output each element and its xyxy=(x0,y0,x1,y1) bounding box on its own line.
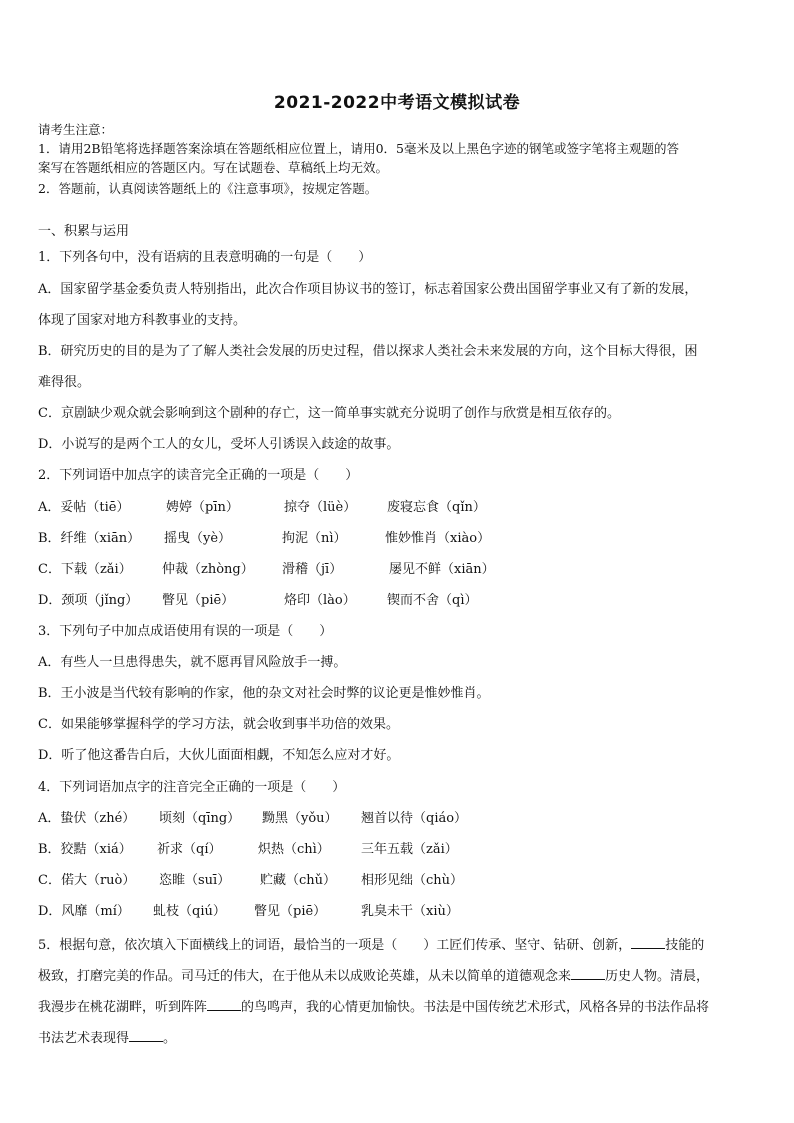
option-word: C．偌大（ruò） xyxy=(38,873,136,888)
option-word: 虬枝（qiú） xyxy=(153,904,226,919)
option-word: 掠夺（lüè） xyxy=(284,500,357,515)
section-heading: 一、积累与运用 xyxy=(38,224,130,239)
option-word: D．风靡（mí） xyxy=(38,904,130,919)
question-4-stem: 4．下列词语加点字的注音完全正确的一项是（ ） xyxy=(38,780,346,795)
option-word: B．纤维（xiān） xyxy=(38,531,141,546)
question-5-line-3 xyxy=(38,998,764,1016)
question-5-line-2 xyxy=(38,967,764,985)
notice-item-1-line-1: 1．请用2B铅笔将选择题答案涂填在答题纸相应位置上，请用0．5毫米及以上黑色字迹的钢笔或签字笔将主观题的答 xyxy=(38,141,679,156)
question-5-text: 极致，打磨完美的作品。司马迁的伟大，在于他从未以成败论英雄，从未以简单的道德观念来 xyxy=(38,969,572,984)
notice-heading: 请考生注意： xyxy=(38,122,114,137)
question-1-stem: 1．下列各句中，没有语病的且表意明确的一句是（ ） xyxy=(38,250,372,265)
option-word: 拘泥（nì） xyxy=(282,531,347,546)
option-word: 相形见绌（chù） xyxy=(361,873,464,888)
question-3-option-c: C．如果能够掌握科学的学习方法，就会收到事半功倍的效果。 xyxy=(38,717,399,732)
question-5-text: 。 xyxy=(163,1031,177,1046)
option-word: 恣睢（suī） xyxy=(159,873,231,888)
answer-blank xyxy=(631,936,665,949)
option-word: B．狡黠（xiá） xyxy=(38,842,132,857)
option-word: 锲而不舍（qì） xyxy=(387,593,478,608)
page-title: 2021-2022中考语文模拟试卷 xyxy=(273,93,521,113)
answer-blank xyxy=(207,998,241,1011)
option-word: D．颈项（jǐng） xyxy=(38,593,139,608)
notice-item-1-line-2: 案写在答题纸相应的答题区内。写在试题卷、草稿纸上均无效。 xyxy=(38,160,389,175)
option-word: 三年五载（zǎi） xyxy=(361,842,458,857)
question-1-option-a-line-1: A．国家留学基金委负责人特别指出，此次合作项目协议书的签订，标志着国家公费出国留学事业又有了新的发展， xyxy=(38,282,698,297)
option-word: 瞥见（piē） xyxy=(162,593,235,608)
option-word: 仲裁（zhòng） xyxy=(162,562,254,577)
question-1-option-b-line-2: 难得很。 xyxy=(38,375,91,390)
option-word: C．下载（zǎi） xyxy=(38,562,132,577)
question-3-option-d: D．听了他这番告白后，大伙儿面面相觑，不知怎么应对才好。 xyxy=(38,748,400,763)
question-5-text: 我漫步在桃花湖畔，听到阵阵 xyxy=(38,1000,208,1015)
question-1-option-d: D．小说写的是两个工人的女儿，受坏人引诱误入歧途的故事。 xyxy=(38,437,400,452)
question-1-option-b-line-1: B．研究历史的目的是为了了解人类社会发展的历史过程，借以探求人类社会未来发展的方向，这个目标大得很，困 xyxy=(38,344,698,359)
question-3-option-a: A．有些人一旦患得患失，就不愿再冒风险放手一搏。 xyxy=(38,655,347,670)
option-word: 黝黑（yǒu） xyxy=(262,811,338,826)
option-word: A．妥帖（tiē） xyxy=(38,500,130,515)
question-2-stem: 2．下列词语中加点字的读音完全正确的一项是（ ） xyxy=(38,468,359,483)
answer-blank xyxy=(571,967,605,980)
option-word: 惟妙惟肖（xiào） xyxy=(385,531,491,546)
answer-blank xyxy=(129,1029,163,1042)
question-1-option-a-line-2: 体现了国家对地方科教事业的支持。 xyxy=(38,313,247,328)
option-word: 屡见不鲜（xiān） xyxy=(389,562,495,577)
option-word: 烙印（lào） xyxy=(284,593,356,608)
question-5-text: 书法艺术表现得 xyxy=(38,1031,130,1046)
option-word: 瞥见（piē） xyxy=(254,904,327,919)
question-5-text: 的鸟鸣声，我的心情更加愉快。书法是中国传统艺术形式，风格各异的书法作品将 xyxy=(241,1000,710,1015)
question-5-line-4 xyxy=(38,1029,764,1047)
option-word: 顷刻（qīng） xyxy=(159,811,241,826)
option-word: 乳臭未干（xiù） xyxy=(361,904,459,919)
option-word: 娉婷（pīn） xyxy=(166,500,239,515)
question-3-stem: 3．下列句子中加点成语使用有误的一项是（ ） xyxy=(38,624,333,639)
question-5-text: 5．根据句意，依次填入下面横线上的词语，最恰当的一项是（ ）工匠们传承、坚守、钻研、创新， xyxy=(38,938,632,953)
question-5-text: 技能的 xyxy=(665,938,705,953)
option-word: 滑稽（jī） xyxy=(282,562,343,577)
option-word: 炽热（chì） xyxy=(258,842,330,857)
option-word: 贮藏（chǔ） xyxy=(260,873,337,888)
notice-item-2: 2．答题前，认真阅读答题纸上的《注意事项》，按规定答题。 xyxy=(38,181,378,196)
option-word: 废寝忘食（qǐn） xyxy=(387,500,486,515)
question-3-option-b: B．王小波是当代较有影响的作家，他的杂文对社会时弊的议论更是惟妙惟肖。 xyxy=(38,686,490,701)
option-word: 翘首以待（qiáo） xyxy=(361,811,468,826)
question-1-option-c: C．京剧缺少观众就会影响到这个剧种的存亡，这一简单事实就充分说明了创作与欣赏是相互依存的。 xyxy=(38,406,620,421)
option-word: 摇曳（yè） xyxy=(164,531,232,546)
option-word: A．蛰伏（zhé） xyxy=(38,811,136,826)
option-word: 祈求（qí） xyxy=(157,842,222,857)
question-5-text: 历史人物。清晨， xyxy=(605,969,710,984)
question-5-line-1 xyxy=(38,936,764,954)
